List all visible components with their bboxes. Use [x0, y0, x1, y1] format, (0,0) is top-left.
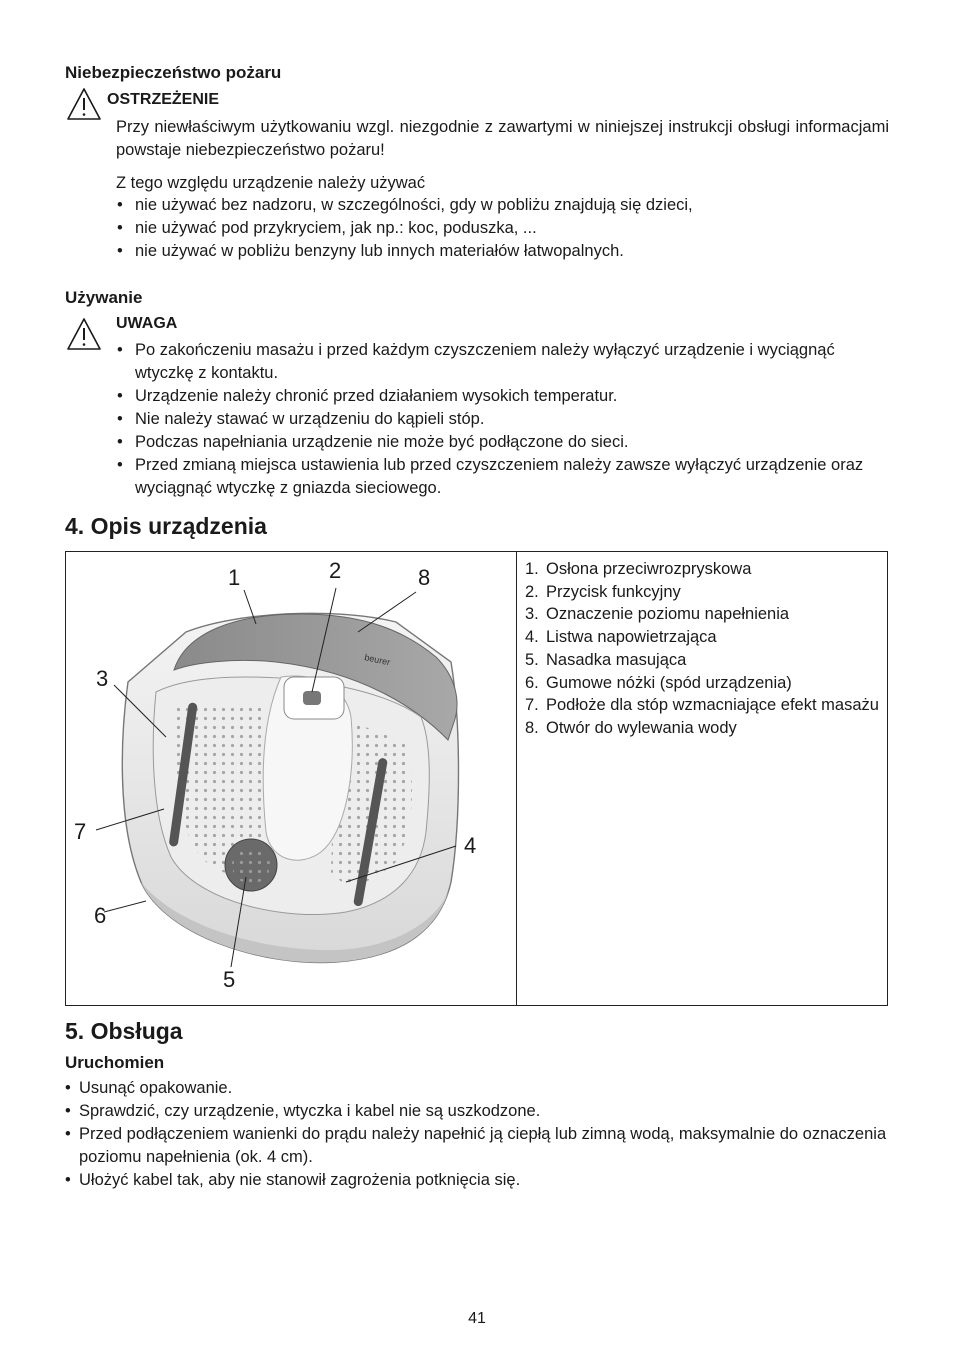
parts-list-item: 5. Nasadka masująca — [525, 650, 687, 669]
caution-triangle-icon — [66, 317, 102, 351]
fire-warning-label: OSTRZEŻENIE — [107, 91, 220, 108]
device-description-box — [65, 551, 888, 1006]
section5-title: 5. Obsługa — [65, 1018, 183, 1044]
callout-6: 6 — [94, 903, 107, 928]
usage-heading: Używanie — [65, 288, 143, 307]
parts-list-item: 4. Listwa napowietrzająca — [525, 628, 717, 647]
list-item: • nie używać pod przykryciem, jak np.: koc, poduszka, ... — [115, 217, 890, 240]
parts-list-item: 6. Gumowe nóżki (spód urządzenia) — [525, 673, 792, 692]
usage-list — [115, 339, 891, 500]
callout-3: 3 — [96, 666, 109, 691]
callout-8: 8 — [418, 565, 431, 590]
section4-title: 4. Opis urządzenia — [65, 513, 267, 539]
list-item: • Sprawdzić, czy urządzenie, wtyczka i kabel nie są uszkodzone. — [65, 1100, 891, 1123]
section5-list — [65, 1077, 891, 1192]
usage-warning-label: UWAGA — [116, 315, 178, 332]
callout-4: 4 — [464, 833, 477, 858]
fire-intro: Z tego względu urządzenie należy używać — [116, 174, 426, 192]
list-item: • nie używać bez nadzoru, w szczególności, gdy w pobliżu znajdują się dzieci, — [115, 194, 890, 217]
parts-list — [525, 558, 880, 740]
warning-triangle-icon — [66, 87, 102, 121]
callout-1: 1 — [228, 565, 241, 590]
section5-subheading: Uruchomien — [65, 1053, 165, 1072]
fire-list — [115, 194, 890, 263]
foot-bath-illustration — [66, 552, 516, 1005]
fire-heading: Niebezpieczeństwo pożaru — [65, 63, 282, 82]
callout-7: 7 — [74, 819, 87, 844]
parts-list-item: 7. Podłoże dla stóp wzmacniające efekt masażu — [525, 696, 879, 715]
list-item: • Po zakończeniu masażu i przed każdym czyszczeniem należy wyłączyć urządzenie i wyciągnąć wtyczkę z kontaktu. — [115, 339, 891, 385]
fire-paragraph: Przy niewłaściwym użytkowaniu wzgl. niezgodnie z zawartymi w niniejszej instrukcji obsługi informacjami powstaje niebezpieczeństwo pożaru! — [116, 118, 889, 159]
list-item: • Nie należy stawać w urządzeniu do kąpieli stóp. — [115, 408, 891, 431]
parts-list-item: 1. Osłona przeciwrozpryskowa — [525, 560, 752, 578]
parts-list-item: 2. Przycisk funkcyjny — [525, 582, 681, 601]
box-divider — [516, 552, 517, 1005]
parts-list-item: 8. Otwór do wylewania wody — [525, 718, 737, 737]
list-item: • Usunąć opakowanie. — [65, 1077, 891, 1100]
list-item: • Ułożyć kabel tak, aby nie stanowił zagrożenia potknięcia się. — [65, 1169, 891, 1192]
list-item: • Przed podłączeniem wanienki do prądu należy napełnić ją ciepłą lub zimną wodą, maksymalnie do oznaczenia poziomu napełnienia (ok. 4 cm). — [65, 1123, 891, 1169]
list-item: • Urządzenie należy chronić przed działaniem wysokich temperatur. — [115, 385, 891, 408]
callout-2: 2 — [329, 558, 342, 583]
list-item: • nie używać w pobliżu benzyny lub innych materiałów łatwopalnych. — [115, 240, 890, 263]
page-number: 41 — [468, 1310, 486, 1327]
list-item: • Przed zmianą miejsca ustawienia lub przed czyszczeniem należy zawsze wyłączyć urządzenie oraz wyciągnąć wtyczkę z gniazda sieciowego. — [115, 454, 891, 500]
brand-label: beurer — [363, 652, 392, 668]
list-item: • Podczas napełniania urządzenie nie może być podłączone do sieci. — [115, 431, 891, 454]
callout-5: 5 — [223, 967, 236, 992]
parts-list-item: 3. Oznaczenie poziomu napełnienia — [525, 605, 790, 624]
